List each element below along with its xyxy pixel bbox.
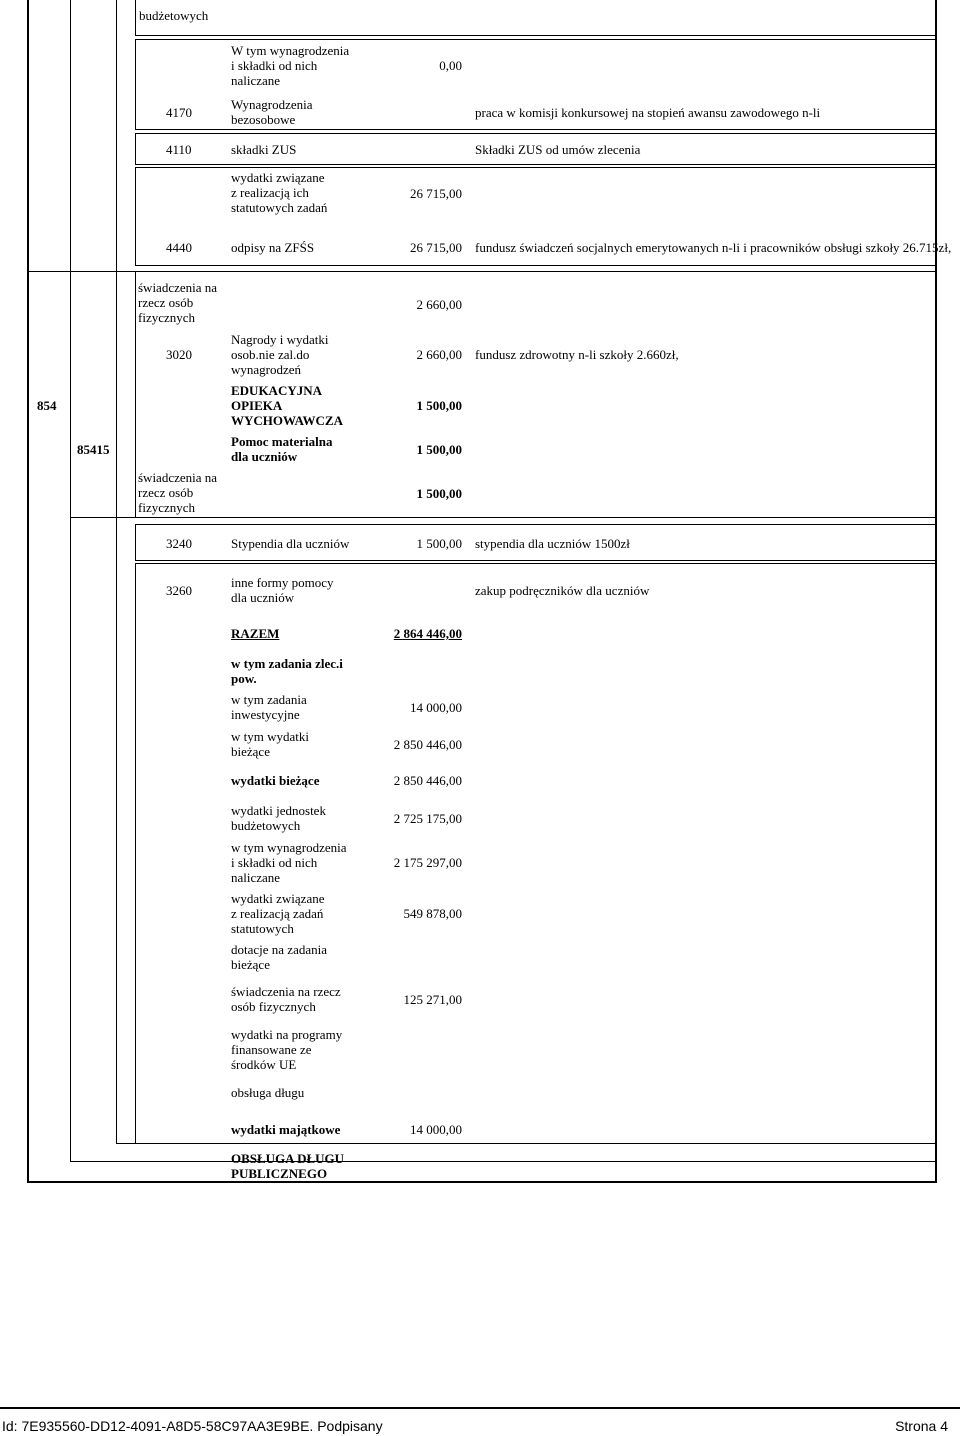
code-3260: 3260: [166, 583, 192, 598]
frame-line: [70, 517, 936, 518]
code-854: 854: [37, 398, 57, 413]
frame-line: [116, 271, 117, 518]
code-4170: 4170: [166, 105, 192, 120]
frame-line: [135, 563, 936, 564]
label-obsluga-dlugu: obsługa długu: [231, 1085, 305, 1100]
label-wydatki-zwiazane: wydatki związane z realizacją ich statutowych zadań: [231, 170, 328, 215]
footer-page: Strona 4: [895, 1418, 948, 1434]
desc-3240: stypendia dla uczniów 1500zł: [475, 536, 630, 551]
frame-line: [135, 35, 936, 36]
frame-line: [70, 0, 71, 1162]
label-swiadczenia-osob: świadczenia na rzecz osób fizycznych: [231, 984, 341, 1014]
frame-line: [135, 133, 136, 165]
amount-zadania-statutowe: 549 878,00: [403, 906, 462, 921]
label-85415: Pomoc materialna dla uczniów: [231, 434, 333, 464]
label-3240: Stypendia dla uczniów: [231, 536, 350, 551]
label-zadania-zlecone: w tym zadania zlec.i pow.: [231, 656, 343, 686]
frame-line: [135, 524, 936, 525]
label-obsluga-dlugu-publicznego: OBSŁUGA DŁUGU PUBLICZNEGO: [231, 1151, 345, 1181]
amount-wydatki-biezace-w-tym: 2 850 446,00: [393, 737, 462, 752]
frame-line: [135, 133, 936, 134]
label-3260: inne formy pomocy dla uczniów: [231, 575, 334, 605]
amount-wydatki-zwiazane: 26 715,00: [410, 186, 462, 201]
frame-line: [135, 265, 936, 266]
desc-4440: fundusz świadczeń socjalnych emerytowanych n-li i pracowników obsługi szkoły 26.715zł,: [475, 240, 952, 255]
code-4440: 4440: [166, 240, 192, 255]
frame-line: [116, 1143, 936, 1144]
code-3020: 3020: [166, 347, 192, 362]
frame-line: [135, 524, 136, 561]
label-wydatki-biezace-w-tym: w tym wydatki bieżące: [231, 729, 309, 759]
label-4170: Wynagrodzenia bezosobowe: [231, 97, 313, 127]
label-zadania-statutowe: wydatki związane z realizacją zadań statutowych: [231, 891, 325, 936]
label-wynagrodzenia: w tym wynagrodzenia i składki od nich naliczane: [231, 840, 347, 885]
code-85415: 85415: [77, 442, 110, 457]
label-razem: RAZEM: [231, 626, 280, 641]
code-3240: 3240: [166, 536, 192, 551]
frame-line: [135, 39, 136, 130]
frame-line: [135, 167, 136, 266]
label-wydatki-jednostek: wydatki jednostek budżetowych: [231, 803, 326, 833]
desc-3260: zakup podręczników dla uczniów: [475, 583, 650, 598]
frame-line: [135, 164, 936, 165]
frame-line: [70, 271, 71, 518]
label-programy-ue: wydatki na programy finansowane ze środków UE: [231, 1027, 343, 1072]
label-4110: składki ZUS: [231, 142, 297, 157]
frame-line: [935, 0, 937, 1182]
label-zadania-inwestycyjne: w tym zadania inwestycyjne: [231, 692, 307, 722]
label-dotacje: dotacje na zadania bieżące: [231, 942, 327, 972]
desc-4110: Składki ZUS od umów zlecenia: [475, 142, 641, 157]
amount-zadania-inwestycyjne: 14 000,00: [410, 700, 462, 715]
frame-line: [70, 1161, 936, 1162]
amount-wydatki-jednostek: 2 725 175,00: [393, 811, 462, 826]
label-3020: Nagrody i wydatki osob.nie zal.do wynagrodzeń: [231, 332, 329, 377]
label-swiadczenia-2: świadczenia na rzecz osób fizycznych: [138, 470, 218, 515]
desc-4170: praca w komisji konkursowej na stopień awansu zawodowego n-li: [475, 105, 821, 120]
amount-swiadczenia-osob: 125 271,00: [403, 992, 462, 1007]
amount-swiadczenia-2: 1 500,00: [416, 486, 462, 501]
amount-wynagrodzenia: 2 175 297,00: [393, 855, 462, 870]
frame-line: [135, 560, 936, 561]
footer-id: Id: 7E935560-DD12-4091-A8D5-58C97AA3E9BE. Podpisany: [2, 1418, 383, 1434]
code-4110: 4110: [166, 142, 192, 157]
label-854: EDUKACYJNA OPIEKA WYCHOWAWCZA: [231, 383, 343, 428]
frame-line: [135, 271, 136, 518]
amount-3020: 2 660,00: [416, 347, 462, 362]
label-wydatki-biezace: wydatki bieżące: [231, 773, 320, 788]
frame-line: [135, 39, 936, 40]
amount-3240: 1 500,00: [416, 536, 462, 551]
label-swiadczenia-1: świadczenia na rzecz osób fizycznych: [138, 280, 218, 325]
amount-razem: 2 864 446,00: [393, 626, 462, 641]
desc-3020: fundusz zdrowotny n-li szkoły 2.660zł,: [475, 347, 679, 362]
amount-w-tym-wynagrodzenia: 0,00: [439, 58, 462, 73]
frame-line: [116, 0, 117, 1144]
frame-line: [27, 0, 29, 1182]
amount-wydatki-majatkowe: 14 000,00: [410, 1122, 462, 1137]
frame-line: [27, 271, 937, 272]
amount-854: 1 500,00: [416, 398, 462, 413]
frame-line: [135, 0, 136, 36]
text-budzetowych: budżetowych: [139, 8, 209, 23]
label-w-tym-wynagrodzenia: W tym wynagrodzenia i składki od nich naliczane: [231, 43, 350, 88]
frame-line: [27, 1181, 937, 1183]
label-wydatki-majatkowe: wydatki majątkowe: [231, 1122, 341, 1137]
footer-rule: [0, 1407, 960, 1409]
amount-swiadczenia-1: 2 660,00: [416, 297, 462, 312]
label-4440: odpisy na ZFŚS: [231, 240, 315, 255]
frame-line: [135, 563, 136, 1144]
amount-85415: 1 500,00: [416, 442, 462, 457]
frame-line: [135, 129, 936, 130]
amount-wydatki-biezace: 2 850 446,00: [393, 773, 462, 788]
frame-line: [135, 167, 936, 168]
amount-4440: 26 715,00: [410, 240, 462, 255]
